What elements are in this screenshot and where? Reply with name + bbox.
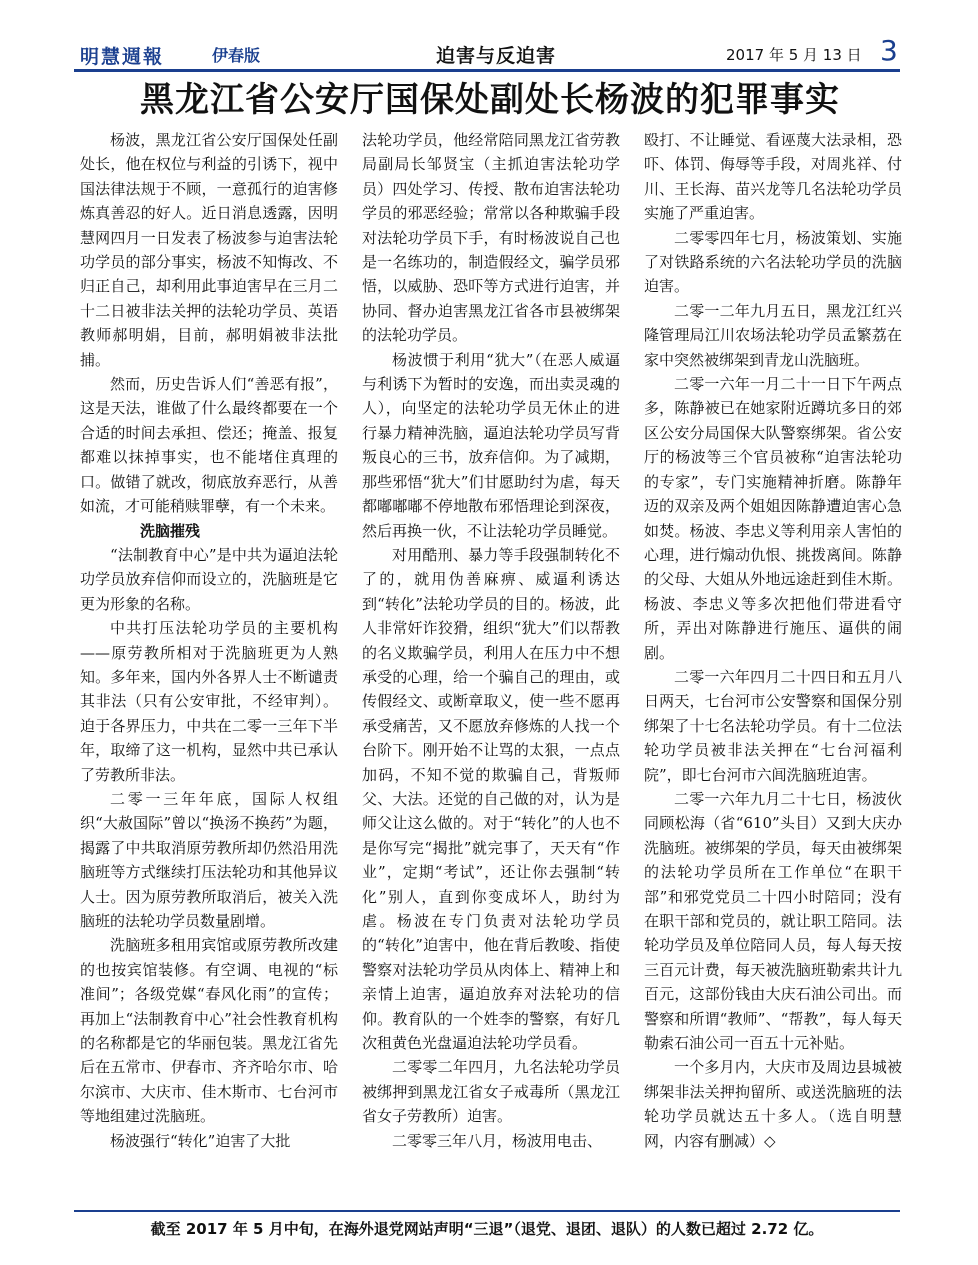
issue-date: 2017 年 5 月 13 日 (726, 46, 862, 64)
article-headline: 黑龙江省公安厅国保处副处长杨波的犯罪事实 (140, 80, 840, 120)
paragraph: 中共打压法轮功学员的主要机构——原劳教所相对于洗脑班更为人熟知。多年来，国内外各界人士不断谴责其非法（只有公安审批，不经审判）。迫于各界压力，中共在二零一三年下半年，取缔了这一机构，显然中共已承认了劳教所非法。 (80, 619, 338, 784)
paragraph: 杨波惯于利用“犹大”（在恶人威逼与利诱下为暂时的安逸，而出卖灵魂的人），向坚定的法轮功学员无休止的进行暴力精神洗脑，逼迫法轮功学员写背叛良心的三书，放弃信仰。为了减期，那些邪悟“犹大”们甘愿助纣为虐，每天都嘟嘟嘟不停地散布邪悟理论到深夜，然后再换一伙，不让法轮功学员睡觉。 (362, 350, 620, 540)
subheading: 洗脑摧残 (140, 521, 201, 540)
footer-notice: 截至 2017 年 5 月中旬，在海外退党网站声明“三退”（退党、退团、退队）的人数已超过 2.72 亿。 (150, 1220, 824, 1238)
paragraph: 洗脑班多租用宾馆或原劳教所改建的也按宾馆装修。有空调、电视的“标准间”；各级党媒“春风化雨”的宣传；再加上“法制教育中心”社会性教育机构的名称都是它的华丽包装。黑龙江省先后在五常市、伊春市、齐齐哈尔市、哈尔滨市、大庆市、佳木斯市、七台河市等地组建过洗脑班。 (80, 936, 338, 1126)
paragraph: 杨波，黑龙江省公安厅国保处任副处长，他在权位与利益的引诱下，视中国法律法规于不顾，一意孤行的迫害修炼真善忍的好人。近日消息透露，因明慧网四月一日发表了杨波参与迫害法轮功学员的部分事实，杨波不知悔改、不归正自己，却利用此事迫害早在三月二十二日被非法关押的法轮功学员、英语教师郝明娟，目前，郝明娟被非法批捕。 (80, 131, 338, 369)
paragraph: 二零一六年四月二十四日和五月八日两天，七台河市公安警察和国保分别绑架了十七名法轮功学员。有十二位法轮功学员被非法关押在“七台河福利院”，即七台河市六闾洗脑班迫害。 (644, 667, 902, 784)
paragraph: 二零一六年一月二十一日下午两点多，陈静被已在她家附近蹲坑多日的郊区公安分局国保大队警察绑架。省公安厅的杨波等三个官员被称“迫害法轮功的专家”，专门实施精神折磨。陈静年迈的双亲及两个姐姐因陈静遭迫害心急如焚。杨波、李忠义等利用亲人害怕的心理，进行煽动仇恨、挑拨离间。陈静的父母、大姐从外地远途赶到佳木斯。杨波、李忠义等多次把他们带进看守所，弄出对陈静进行施压、逼供的闹剧。 (644, 375, 902, 662)
article-column-3 (644, 128, 902, 1208)
paragraph: 对用酷刑、暴力等手段强制转化不了的，就用伪善麻痹、威逼利诱达到“转化”法轮功学员的目的。杨波，此人非常奸诈狡猾，组织“犹大”们以帮教的名义欺骗学员，利用人在压力中不想承受的心理，给一个骗自己的理由，或传假经文、或断章取义，使一些不愿再承受痛苦，又不愿放弃修炼的人找一个台阶下。刚开始不让骂的太狠，一点点加码，不知不觉的欺骗自己，背叛师父、大法。还觉的自己做的对，认为是师父让这么做的。对于“转化”的人也不是你写完“揭批”就完事了，天天有“作业”，定期“考试”，还让你去强制“转化”别人，直到你变成坏人，助纣为虐。杨波在专门负责对法轮功学员的“转化”迫害中，他在背后教唆、指使警察对法轮功学员从肉体上、精神上和亲情上迫害，逼迫放弃对法轮功的信仰。教育队的一个姓李的警察，有好几次租黄色光盘逼迫法轮功学员看。 (362, 545, 620, 1053)
masthead (74, 34, 900, 68)
page-number: 3 (880, 34, 898, 67)
paragraph: 一个多月内，大庆市及周边县城被绑架非法关押拘留所、或送洗脑班的法轮功学员就达五十多人。（选自明慧网，内容有删减）◇ (644, 1058, 902, 1150)
paragraph: 二零零四年七月，杨波策划、实施了对铁路系统的六名法轮功学员的洗脑迫害。 (644, 228, 902, 296)
paragraph: 二零一六年九月二十七日，杨波伙同顾松海（省“610”头目）又到大庆办洗脑班。被绑架的学员，每天由被绑架的法轮功学员所在工作单位“在职干部”和邪党党员二十四小时陪同；没有在职干部和党员的，就让职工陪同。法轮功学员及单位陪同人员，每人每天按三百元计费，每天被洗脑班勒索共计九百元，这部份钱由大庆石油公司出。而警察和所谓“教师”、“帮教”，每人每天勒索石油公司一百五十元补贴。 (644, 789, 902, 1053)
article-body (80, 128, 902, 1208)
paragraph-continued: 殴打、不让睡觉、看诬蔑大法录相，恐吓、体罚、侮辱等手段，对周兆祥、付川、王长海、苗兴龙等几名法轮功学员实施了严重迫害。 (644, 131, 902, 223)
paragraph-continued: 法轮功学员，他经常陪同黑龙江省劳教局副局长邹贤宝（主抓迫害法轮功学员）四处学习、传授、散布迫害法轮功学员的邪恶经验；常常以各种欺骗手段对法轮功学员下手，有时杨波说自己也是一名练功的，制造假经文，骗学员邪悟，以威胁、恐吓等方式进行迫害，并协同、督办迫害黑龙江省各市县被绑架的法轮功学员。 (362, 131, 620, 345)
paragraph: 然而，历史告诉人们“善恶有报”，这是天法，谁做了什么最终都要在一个合适的时间去承担、偿还；掩盖、报复都难以抹掉事实，也不能堵住真理的口。做错了就改，彻底放弃恶行，从善如流，才可能稍赎罪孽，有一个未来。 (80, 375, 338, 516)
paragraph: 二零零三年八月，杨波用电击、 (392, 1131, 603, 1150)
footer-divider (74, 1210, 900, 1212)
paragraph: 二零零二年四月，九名法轮功学员被绑押到黑龙江省女子戒毒所（黑龙江省女子劳教所）迫害。 (362, 1058, 620, 1126)
paragraph: “法制教育中心”是中共为逼迫法轮功学员放弃信仰而设立的，洗脑班是它更为形象的名称。 (80, 545, 338, 613)
paragraph: 二零一二年九月五日，黑龙江红兴隆管理局江川农场法轮功学员孟繁荔在家中突然被绑架到青龙山洗脑班。 (644, 301, 902, 369)
masthead-divider (74, 69, 900, 72)
section-title: 迫害与反迫害 (436, 45, 557, 67)
edition-label: 伊春版 (212, 46, 261, 65)
paragraph: 二零一三年年底，国际人权组织“大赦国际”曾以“换汤不换药”为题，揭露了中共取消原劳教所却仍然沿用洗脑班等方式继续打压法轮功和其他异议人士。因为原劳教所取消后，被关入洗脑班的法轮功学员数量剧增。 (80, 789, 338, 930)
paper-name-logo: 明慧週報 (80, 46, 165, 68)
article-column-1 (80, 128, 338, 1208)
article-column-2 (362, 128, 620, 1208)
paragraph: 杨波强行“转化”迫害了大批 (110, 1131, 291, 1150)
